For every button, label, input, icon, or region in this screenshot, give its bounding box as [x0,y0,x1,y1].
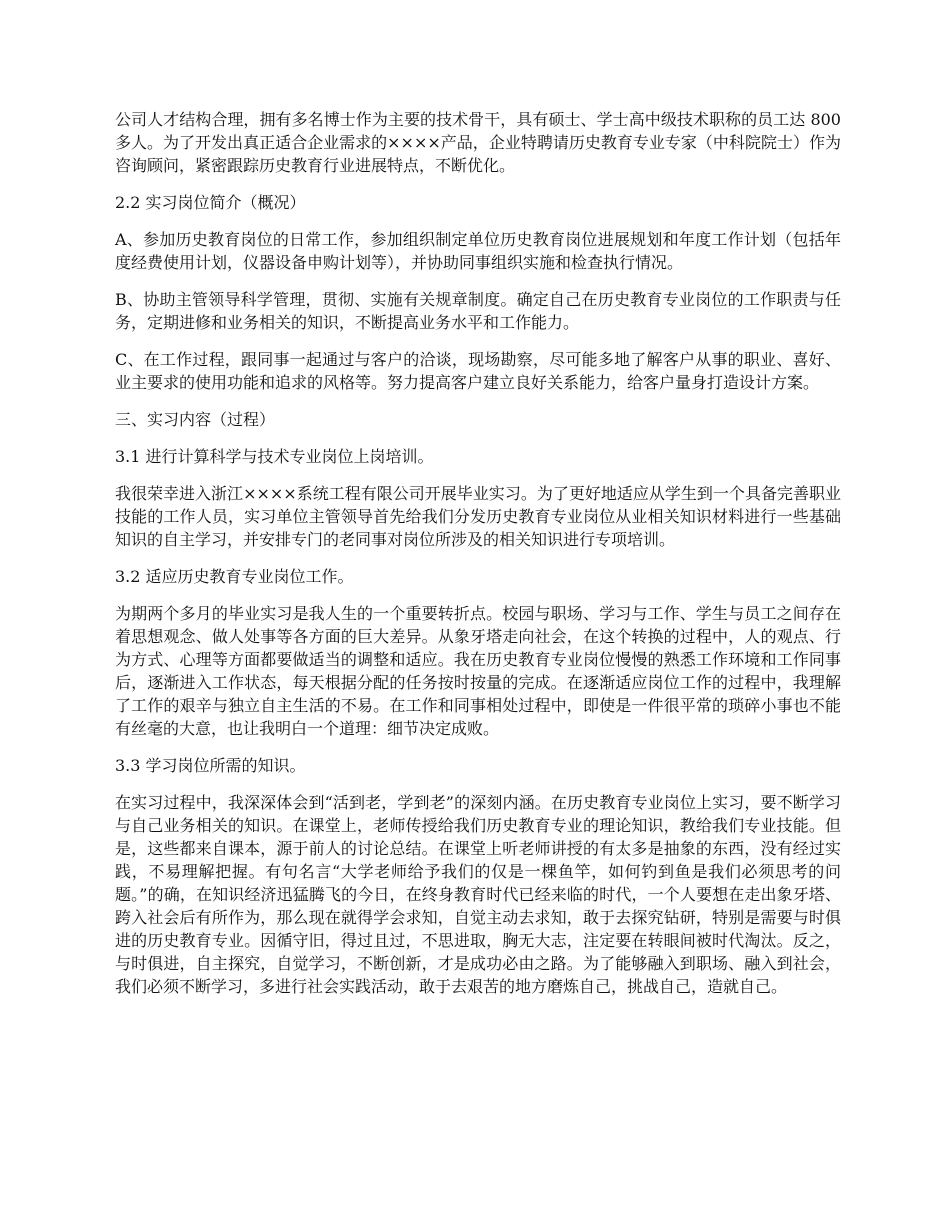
paragraph: C、在工作过程，跟同事一起通过与客户的洽谈，现场勘察，尽可能多地了解客户从事的职业、喜好、业主要求的使用功能和追求的风格等。努力提高客户建立良好关系能力，给客户量身打造设计方案。 [115,350,841,392]
paragraph: 为期两个多月的毕业实习是我人生的一个重要转折点。校园与职场、学习与工作、学生与员工之间存在着思想观念、做人处事等各方面的巨大差异。从象牙塔走向社会，在这个转换的过程中，人的观点、行为方式、心理等方面都要做适当的调整和适应。我在历史教育专业岗位慢慢的熟悉工作环境和工作同事后，逐渐进入工作状态，每天根据分配的任务按时按量的完成。在逐渐适应岗位工作的过程中，我理解了工作的艰辛与独立自主生活的不易。在工作和同事相处过程中，即使是一件很平常的琐碎小事也不能有丝毫的大意，也让我明白一个道理：细节决定成败。 [115,604,841,738]
paragraph: 我很荣幸进入浙江××××系统工程有限公司开展毕业实习。为了更好地适应从学生到一个具备完善职业技能的工作人员，实习单位主管领导首先给我们分发历史教育专业岗位从业相关知识材料进行一些基础知识的自主学习，并安排专门的老同事对岗位所涉及的相关知识进行专项培训。 [115,484,841,549]
section-heading: 3.2 适应历史教育专业岗位工作。 [115,567,354,586]
section-heading: 三、实习内容（过程） [115,410,276,429]
paragraph: 在实习过程中，我深深体会到“活到老，学到老”的深刻内涵。在历史教育专业岗位上实习，要不断学习与自己业务相关的知识。在课堂上，老师传授给我们历史教育专业的理论知识，教给我们专业技能。但是，这些都来自课本，源于前人的讨论总结。在课堂上听老师讲授的有太多是抽象的东西，没有经过实践，不易理解把握。有句名言“大学老师给予我们的仅是一棵鱼竿，如何钓到鱼是我们必须思考的问题。”的确，在知识经济迅猛腾飞的今日，在终身教育时代已经来临的时代，一个人要想在走出象牙塔、跨入社会后有所作为，那么现在就得学会求知，自觉主动去求知，敢于去探究钻研，特别是需要与时俱进的历史教育专业。因循守旧，得过且过，不思进取，胸无大志，注定要在转眼间被时代淘汰。反之，与时俱进，自主探究，自觉学习，不断创新，才是成功必由之路。为了能够融入到职场、融入到社会，我们必须不断学习，多进行社会实践活动，敢于去艰苦的地方磨炼自己，挑战自己，造就自己。 [115,793,841,996]
document-body [115,108,841,1012]
section-heading: 2.2 实习岗位简介（概况） [115,193,306,212]
section-heading: 3.1 进行计算科学与技术专业岗位上岗培训。 [115,447,434,466]
paragraph: A、参加历史教育岗位的日常工作，参加组织制定单位历史教育岗位进展规划和年度工作计划（包括年度经费使用计划，仪器设备申购计划等），并协助同事组织实施和检查执行情况。 [115,230,841,272]
paragraph: B、协助主管领导科学管理，贯彻、实施有关规章制度。确定自己在历史教育专业岗位的工作职责与任务，定期进修和业务相关的知识，不断提高业务水平和工作能力。 [115,290,841,332]
paragraph: 公司人才结构合理，拥有多名博士作为主要的技术骨干，具有硕士、学士高中级技术职称的员工达 800 多人。为了开发出真正适合企业需求的××××产品，企业特聘请历史教育专业专家（中科院院士）作为咨询顾问，紧密跟踪历史教育行业进展特点，不断优化。 [115,110,841,175]
section-heading: 3.3 学习岗位所需的知识。 [115,756,306,775]
